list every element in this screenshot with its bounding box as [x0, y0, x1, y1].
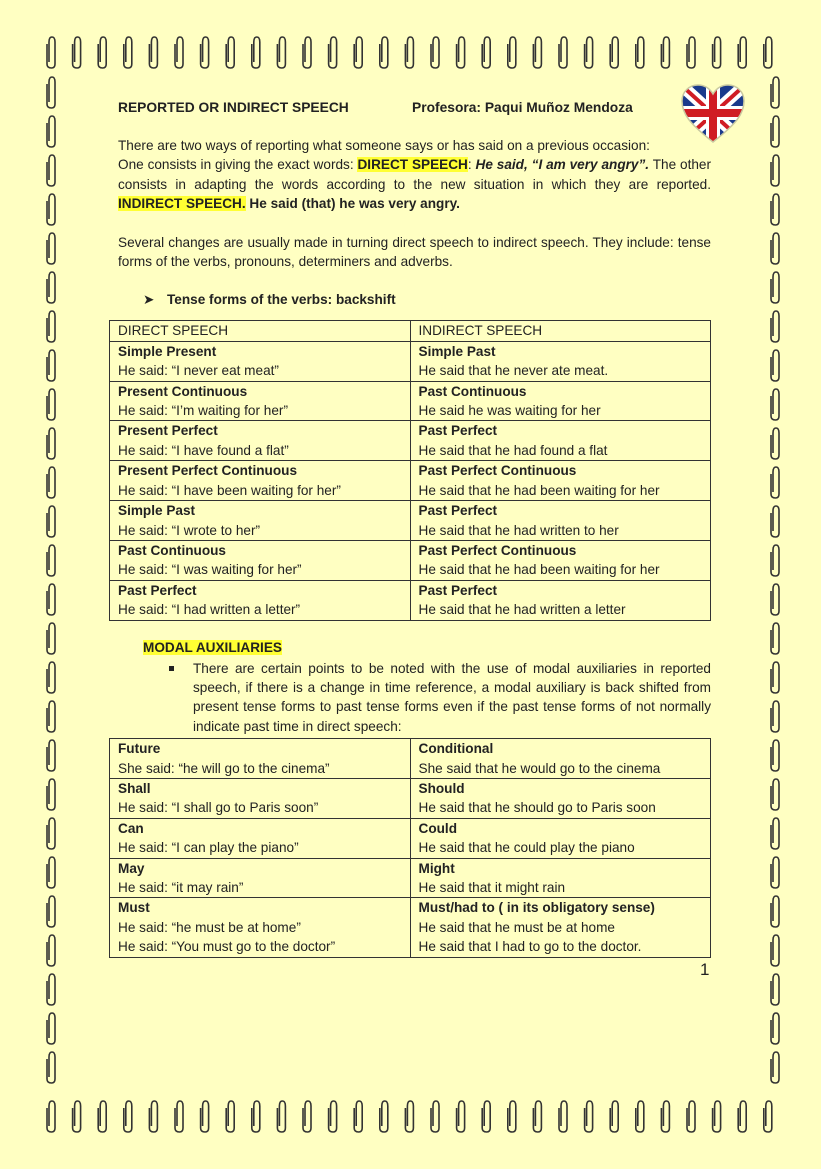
table-cell	[110, 540, 411, 580]
paperclip-icon-row	[40, 34, 786, 70]
paperclip-icon	[771, 272, 779, 303]
paperclip-icon	[771, 506, 779, 537]
example-sentence: He said that he could play the piano	[418, 840, 635, 856]
tense-name: May	[118, 860, 145, 876]
tense-name: Can	[118, 820, 144, 836]
table-row	[110, 421, 711, 461]
table-cell	[410, 580, 711, 620]
example-sentence: He said that he had written a letter	[418, 602, 626, 618]
example-sentence: He said: “I wrote to her”	[118, 522, 261, 538]
table-cell	[110, 341, 411, 381]
table-row	[110, 580, 711, 620]
paperclip-icon	[47, 350, 55, 381]
paperclip-icon	[354, 37, 362, 68]
tense-name: Past Perfect Continuous	[418, 542, 577, 558]
paperclip-icon	[226, 1101, 234, 1132]
tense-name: Past Perfect	[418, 582, 498, 598]
paperclip-icon	[329, 37, 337, 68]
paperclip-icon	[149, 37, 157, 68]
paperclip-icon	[47, 194, 55, 225]
header	[118, 96, 711, 118]
paperclip-icon	[533, 1101, 541, 1132]
tense-name: Future	[118, 741, 161, 757]
paperclip-icon	[771, 584, 779, 615]
tense-name: Should	[418, 780, 465, 796]
table-row	[110, 341, 711, 381]
paperclip-icon	[771, 194, 779, 225]
paperclip-icon	[559, 1101, 567, 1132]
tense-name: Might	[418, 860, 455, 876]
tense-name: Past Continuous	[418, 383, 527, 399]
paperclip-icon	[636, 37, 644, 68]
paperclip-border-left	[42, 72, 62, 1096]
page-title: REPORTED OR INDIRECT SPEECH	[118, 100, 349, 115]
paperclip-icon	[771, 428, 779, 459]
paperclip-icon	[47, 77, 55, 108]
tense-name: Must	[118, 900, 150, 916]
tense-name: Could	[418, 820, 458, 836]
example-sentence: He said that he had written to her	[418, 522, 619, 538]
intro-paragraph	[118, 136, 711, 214]
table-row	[110, 898, 711, 957]
table-cell	[410, 341, 711, 381]
paperclip-icon	[47, 389, 55, 420]
header-direct: DIRECT SPEECH	[110, 321, 411, 341]
paperclip-icon	[771, 623, 779, 654]
tense-name: Simple Present	[118, 343, 217, 359]
paperclip-icon	[585, 1101, 593, 1132]
table-row	[110, 461, 711, 501]
table-row	[110, 739, 711, 779]
tense-name: Present Perfect	[118, 423, 218, 439]
paperclip-icon	[47, 116, 55, 147]
table-cell	[410, 461, 711, 501]
paperclip-icon	[47, 818, 55, 849]
intro-line2a: One consists in giving the exact words:	[118, 157, 358, 173]
paperclip-icon	[661, 37, 669, 68]
table-cell	[410, 858, 711, 898]
paperclip-icon	[47, 272, 55, 303]
table-row	[110, 501, 711, 541]
tense-name: Must/had to ( in its obligatory sense)	[418, 900, 655, 916]
direct-example: He said, “I am very angry”.	[475, 157, 650, 173]
example-sentence: He said: “I have found a flat”	[118, 442, 289, 458]
paperclip-icon	[771, 545, 779, 576]
example-sentence: He said: “I have been waiting for her”	[118, 482, 341, 498]
table-cell	[110, 898, 411, 957]
tense-name: Simple Past	[418, 343, 496, 359]
paperclip-icon	[764, 1101, 772, 1132]
example-sentence: He said: “I had written a letter”	[118, 602, 301, 618]
square-bullet-icon	[169, 666, 174, 671]
paperclip-icon	[771, 233, 779, 264]
paperclip-icon	[175, 1101, 183, 1132]
paperclip-icon	[73, 1101, 81, 1132]
tense-name: Past Continuous	[118, 542, 226, 558]
intro-line2b: The other consists in adapting the words according to the new situation in which they are reported.	[118, 157, 711, 192]
table-row	[110, 858, 711, 898]
modal-text: There are certain points to be noted with the use of modal auxiliaries in reported speech, if there is a change in time reference, a modal auxiliary is back shifted from present tense forms to past tense forms even if the past tense forms of not normally indicate past time in direct speech:	[193, 660, 711, 734]
table-cell	[110, 461, 411, 501]
paperclip-border-bottom	[40, 1098, 786, 1134]
paperclip-icon-row	[40, 1098, 786, 1134]
paperclip-border-top	[40, 34, 786, 70]
paperclip-icon	[771, 779, 779, 810]
paperclip-icon	[771, 896, 779, 927]
paperclip-icon	[405, 1101, 413, 1132]
paperclip-icon	[610, 1101, 618, 1132]
paperclip-icon-column	[42, 72, 62, 1096]
table-row	[110, 381, 711, 421]
paperclip-icon	[771, 311, 779, 342]
paperclip-icon	[47, 701, 55, 732]
paperclip-icon	[175, 37, 183, 68]
paperclip-icon	[771, 974, 779, 1005]
table-header-row	[110, 321, 711, 341]
paperclip-icon	[771, 155, 779, 186]
paperclip-icon	[47, 311, 55, 342]
paperclip-icon	[533, 37, 541, 68]
tense-name: Shall	[118, 780, 151, 796]
paperclip-icon	[47, 545, 55, 576]
paperclip-icon	[47, 896, 55, 927]
paperclip-icon	[661, 1101, 669, 1132]
table-cell	[110, 739, 411, 779]
paperclip-icon	[47, 1052, 55, 1083]
paperclip-icon	[47, 428, 55, 459]
paperclip-icon	[771, 740, 779, 771]
paperclip-icon	[47, 935, 55, 966]
example-sentence: He said: “You must go to the doctor”	[118, 939, 336, 955]
paperclip-icon	[149, 1101, 157, 1132]
paperclip-icon	[354, 1101, 362, 1132]
table-cell	[410, 421, 711, 461]
paperclip-icon	[303, 1101, 311, 1132]
paperclip-icon	[508, 1101, 516, 1132]
paperclip-icon	[252, 37, 260, 68]
paperclip-icon	[482, 1101, 490, 1132]
paperclip-icon	[713, 37, 721, 68]
table-cell	[110, 818, 411, 858]
paperclip-icon	[380, 37, 388, 68]
modal-auxiliaries-title: MODAL AUXILIARIES	[143, 639, 282, 655]
example-sentence: He said that he must be at home	[418, 919, 615, 935]
paperclip-icon	[482, 37, 490, 68]
table-cell	[110, 858, 411, 898]
paperclip-icon	[738, 37, 746, 68]
arrow-bullet-icon: ➤	[143, 292, 155, 308]
example-sentence: He said: “I can play the piano”	[118, 840, 299, 856]
paperclip-icon	[47, 37, 55, 68]
table-row	[110, 818, 711, 858]
paperclip-icon	[47, 779, 55, 810]
tense-name: Present Perfect Continuous	[118, 463, 298, 479]
paperclip-icon	[431, 37, 439, 68]
table-row	[110, 778, 711, 818]
paperclip-icon	[98, 1101, 106, 1132]
paperclip-icon	[713, 1101, 721, 1132]
paperclip-icon	[303, 37, 311, 68]
paperclip-icon-column	[766, 72, 786, 1096]
paperclip-icon	[636, 1101, 644, 1132]
separator: :	[467, 157, 476, 173]
paperclip-icon	[73, 37, 81, 68]
example-sentence: He said that he had been waiting for her	[418, 562, 660, 578]
paperclip-icon	[405, 37, 413, 68]
paperclip-icon	[47, 662, 55, 693]
paperclip-icon	[47, 740, 55, 771]
tense-name: Past Perfect Continuous	[418, 463, 577, 479]
table-cell	[110, 580, 411, 620]
table-cell	[110, 381, 411, 421]
table-cell	[410, 540, 711, 580]
example-sentence: She said that he would go to the cinema	[418, 760, 661, 776]
paperclip-icon	[771, 77, 779, 108]
paperclip-icon	[687, 37, 695, 68]
example-sentence: He said: “I was waiting for her”	[118, 562, 302, 578]
tense-name: Simple Past	[118, 503, 196, 519]
example-sentence: He said: “I shall go to Paris soon”	[118, 800, 319, 816]
paperclip-icon	[738, 1101, 746, 1132]
changes-paragraph: Several changes are usually made in turning direct speech to indirect speech. They include: tense forms of the verbs, pronouns, determiners and adverbs.	[118, 234, 711, 270]
table-cell	[110, 421, 411, 461]
paperclip-icon	[47, 623, 55, 654]
paperclip-icon	[277, 1101, 285, 1132]
example-sentence: He said that he never ate meat.	[418, 363, 609, 379]
paperclip-icon	[771, 1052, 779, 1083]
paperclip-icon	[585, 37, 593, 68]
paperclip-icon	[124, 1101, 132, 1132]
table-cell	[410, 898, 711, 957]
paperclip-icon	[508, 37, 516, 68]
paperclip-icon	[201, 1101, 209, 1132]
paperclip-icon	[771, 818, 779, 849]
paperclip-icon	[771, 116, 779, 147]
paperclip-icon	[329, 1101, 337, 1132]
modal-paragraph	[193, 659, 711, 737]
table-cell	[410, 381, 711, 421]
paperclip-icon	[771, 935, 779, 966]
paperclip-icon	[98, 37, 106, 68]
paperclip-icon	[124, 37, 132, 68]
worksheet-content	[118, 96, 711, 958]
tense-name: Present Continuous	[118, 383, 248, 399]
modal-table	[109, 738, 711, 957]
paperclip-icon	[771, 701, 779, 732]
tense-name: Past Perfect	[418, 423, 498, 439]
indirect-speech-label: INDIRECT SPEECH.	[118, 196, 246, 212]
paperclip-icon	[687, 1101, 695, 1132]
paperclip-icon	[771, 467, 779, 498]
example-sentence: He said: “it may rain”	[118, 880, 244, 895]
table-cell	[410, 739, 711, 779]
paperclip-icon	[764, 37, 772, 68]
table-row	[110, 540, 711, 580]
paperclip-icon	[226, 37, 234, 68]
paperclip-icon	[47, 1101, 55, 1132]
paperclip-icon	[457, 1101, 465, 1132]
paperclip-icon	[47, 584, 55, 615]
tense-name: Past Perfect	[118, 582, 197, 598]
paperclip-icon	[771, 350, 779, 381]
paperclip-icon	[47, 506, 55, 537]
paperclip-icon	[431, 1101, 439, 1132]
bullet-tense-forms	[143, 290, 711, 310]
table-cell	[410, 778, 711, 818]
page-number: 1	[700, 960, 710, 979]
paperclip-icon	[771, 857, 779, 888]
example-sentence: He said that he should go to Paris soon	[418, 800, 656, 816]
paperclip-icon	[559, 37, 567, 68]
paperclip-icon	[771, 1013, 779, 1044]
paperclip-icon	[47, 857, 55, 888]
paperclip-icon	[201, 37, 209, 68]
paperclip-icon	[47, 467, 55, 498]
example-sentence: He said that I had to go to the doctor.	[418, 939, 642, 955]
example-sentence: He said that he had been waiting for her	[418, 482, 660, 498]
paperclip-icon	[457, 37, 465, 68]
bullet-tense-forms-label: Tense forms of the verbs: backshift	[167, 292, 396, 308]
intro-line1: There are two ways of reporting what someone says or has said on a previous occasion:	[118, 138, 650, 153]
paperclip-border-right	[766, 72, 786, 1096]
tense-name: Conditional	[418, 741, 494, 757]
example-sentence: He said he was waiting for her	[418, 403, 601, 419]
table-cell	[410, 818, 711, 858]
example-sentence: He said: “I’m waiting for her”	[118, 403, 288, 419]
table-cell	[410, 501, 711, 541]
paperclip-icon	[771, 662, 779, 693]
example-sentence: He said: “I never eat meat”	[118, 363, 279, 379]
indirect-example: He said (that) he was very angry.	[245, 196, 460, 212]
example-sentence: She said: “he will go to the cinema”	[118, 760, 330, 776]
paperclip-icon	[610, 37, 618, 68]
tense-table	[109, 320, 711, 620]
table-cell	[110, 778, 411, 818]
tense-name: Past Perfect	[418, 503, 498, 519]
paperclip-icon	[47, 155, 55, 186]
modal-auxiliaries-heading	[143, 638, 711, 659]
paperclip-icon	[252, 1101, 260, 1132]
example-sentence: He said that he had found a flat	[418, 442, 608, 458]
example-sentence: He said: “he must be at home”	[118, 919, 301, 935]
paperclip-icon	[47, 974, 55, 1005]
paperclip-icon	[380, 1101, 388, 1132]
example-sentence: He said that it might rain	[418, 880, 566, 895]
paperclip-icon	[47, 233, 55, 264]
table-cell	[110, 501, 411, 541]
paperclip-icon	[47, 1013, 55, 1044]
paperclip-icon	[771, 389, 779, 420]
paperclip-icon	[277, 37, 285, 68]
direct-speech-label: DIRECT SPEECH	[357, 157, 468, 173]
teacher-name: Profesora: Paqui Muñoz Mendoza	[412, 100, 633, 115]
header-indirect: INDIRECT SPEECH	[410, 321, 711, 341]
